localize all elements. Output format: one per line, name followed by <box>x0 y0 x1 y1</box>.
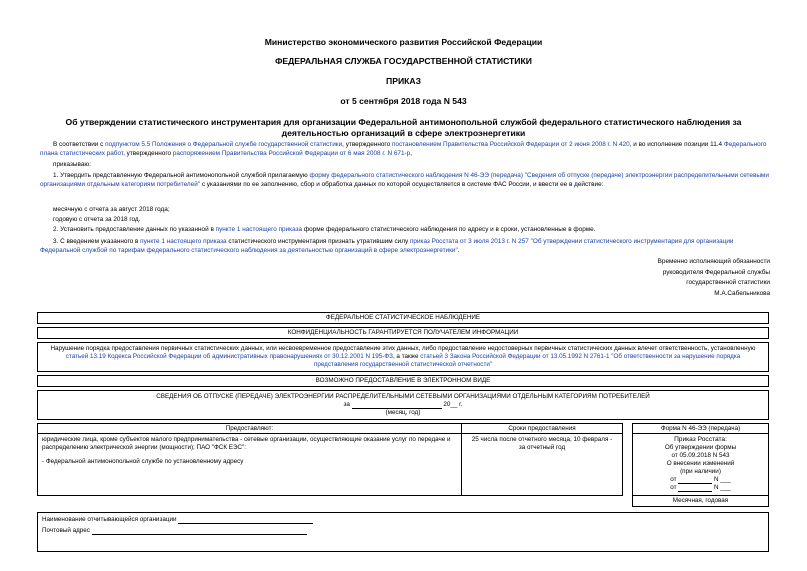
paragraph-item-1: 1. Утвердить представленную Федеральной антимонопольной службой прилагаемую форму федерального статистического наблюдения N 46-ЭЭ (передача) "Сведения об отпуске (передаче) электроэнергии распределительными сетевыми организациями отдельным категориям потребителей" с указаниями по ее заполнению, сбор и обработка данных по которой осуществляется в системе ФАС России, и ввести ее в действие: <box>40 172 769 188</box>
link-government-order[interactable]: распоряжением Правительства Российской Федерации от 6 мая 2008 г. N 671-р <box>172 149 411 157</box>
link-form-46-ee[interactable]: форму федерального статистического наблюдения N 46-ЭЭ (передача) "Сведения об отпуске (передаче) электроэнергии распределительными сетевыми организациями отдельным категориям потребителей" <box>40 172 769 188</box>
providers-cell: юридические лица, кроме субъектов малого предпринимательства - сетевые организации, осуществляющие оказание услуг по передаче и распределению электрической энергии (мощности); ПАО "ФСК ЕЭС": - Федеральной антимонопольной службе по установленному адресу <box>37 433 462 496</box>
org-name-field[interactable] <box>178 523 313 524</box>
document-type: ПРИКАЗ <box>386 76 421 86</box>
paragraph-item-3: 3. С введением указанного в пункте 1 настоящего приказа статистического инструментария признать утратившим силу приказ Росстата от 3 июля 2013 г. N 257 "Об утверждении статистического инструментария для организации Федеральной службой по тарифам федерального статистического наблюдения за деятельностью организаций в сфере электроэнергетики". <box>40 238 734 254</box>
deadline-cell: 25 числа после отчетного месяца, 10 февраля - за отчетный год <box>461 433 623 496</box>
organization-box <box>37 512 769 552</box>
paragraph-yearly: годовую с отчета за 2018 год. <box>53 216 141 223</box>
paragraph-order: приказываю: <box>53 161 91 168</box>
electronic-box: ВОЗМОЖНО ПРЕДОСТАВЛЕНИЕ В ЭЛЕКТРОННОМ ВИДЕ <box>37 375 769 387</box>
amendment-row-1: от N ___ <box>670 476 731 483</box>
link-rosstat-order-257[interactable]: приказ Росстата от 3 июля 2013 г. N 257 "Об утверждении статистического инструментария для организации Федеральной службой по тарифам федерального статистического наблюдения за деятельностью организаций в сфере электроэнергетики" <box>40 238 734 254</box>
col-providers-header: Предоставляют: <box>37 423 462 434</box>
warning-box: Нарушение порядка предоставления первичных статистических данных, или несвоевременное предоставление этих данных, либо предоставление недостоверных первичных статистических данных влечет ответственность, установленную статьей 13.19 Кодекса Российской Федерации об административных правонарушениях от 30.12.2001 N 195-ФЗ, а также статьей 3 Закона Российской Федерации от 13.05.1992 N 2761-1 "Об ответственности за нарушение порядка представления государственной статистической отчетности" <box>37 342 769 372</box>
signature-block: Временно исполняющий обязанности руководителя Федеральной службы государственной статистики М.А.Сабельникова <box>657 258 770 297</box>
link-koap-13-19[interactable]: статьей 13.19 Кодекса Российской Федерации об административных правонарушениях от 30.12.2001 N 195-ФЗ <box>65 353 393 360</box>
address-row: Почтовый адрес <box>42 527 764 535</box>
link-item-1-ref[interactable]: пункте 1 настоящего приказа <box>140 238 227 245</box>
periodicity-cell: Месячная, годовая <box>632 495 769 507</box>
col-form-header: Форма N 46-ЭЭ (передача) <box>632 423 769 434</box>
link-regulation[interactable]: подпунктом 5.5 Положения о Федеральной службе государственной статистики <box>105 141 343 148</box>
period-hint: (месяц, год) <box>385 409 421 416</box>
form-title: СВЕДЕНИЯ ОБ ОТПУСКЕ (ПЕРЕДАЧЕ) ЭЛЕКТРОЭНЕРГИИ РАСПРЕДЕЛИТЕЛЬНЫМИ СЕТЕВЫМИ ОРГАНИЗАЦИЯМИ ОТДЕЛЬНЫМ КАТЕГОРИЯМ ПОТРЕБИТЕЛЕЙ <box>156 393 650 400</box>
col-deadlines-header: Сроки предоставления <box>461 423 623 434</box>
service-name: ФЕДЕРАЛЬНАЯ СЛУЖБА ГОСУДАРСТВЕННОЙ СТАТИСТИКИ <box>275 56 532 66</box>
address-field[interactable] <box>92 534 307 535</box>
document-date: от 5 сентября 2018 года N 543 <box>340 96 467 106</box>
ministry-name: Министерство экономического развития Российской Федерации <box>264 37 543 47</box>
confidential-box: КОНФИДЕНЦИАЛЬНОСТЬ ГАРАНТИРУЕТСЯ ПОЛУЧАТЕЛЕМ ИНФОРМАЦИИ <box>37 327 769 339</box>
form-title-box <box>37 390 769 420</box>
link-law-2761-1[interactable]: статьей 3 Закона Российской Федерации от 13.05.1992 N 2761-1 "Об ответственности за нарушение порядка представления государственной статистической отчетности" <box>313 353 741 368</box>
link-statistical-plan[interactable]: Федерального плана статистических работ <box>40 141 767 157</box>
org-name-row: Наименование отчитывающейся организации <box>42 516 764 524</box>
form-period: за 20__ г. <box>343 401 463 408</box>
link-government-decree[interactable]: постановлением Правительства Российской Федерации от 2 июня 2008 г. N 420 <box>391 141 630 148</box>
amendment-date-2[interactable] <box>678 491 712 492</box>
paragraph-monthly: месячную с отчета за август 2018 года; <box>53 206 170 213</box>
paragraph-item-2: 2. Установить предоставление данных по указанной в пункте 1 настоящего приказа форме федерального статистического наблюдения по адресу и в сроки, установленные в форме. <box>53 226 596 233</box>
link-item-1[interactable]: пункте 1 настоящего приказа <box>215 226 303 233</box>
approval-cell: Приказ Росстата: Об утверждении формы от 05.09.2018 N 543 О внесении изменений (при наличии) от N ___ от N ___ <box>632 433 769 496</box>
paragraph-basis: В соответствии с подпунктом 5.5 Положения о Федеральной службе государственной статистики, утвержденного постановлением Правительства Российской Федерации от 2 июня 2008 г. N 420, и во исполнение позиции 11.4 Федерального плана статистических работ, утвержденного распоряжением Правительства Российской Федерации от 6 мая 2008 г. N 671-р, <box>40 141 767 157</box>
amendment-row-2: от N ___ <box>670 484 731 491</box>
document-title: Об утверждении статистического инструментария для организации Федеральной антимонопольной службой федерального статистического наблюдения за деятельностью организаций в сфере электроэнергетики <box>65 117 742 138</box>
observation-box: ФЕДЕРАЛЬНОЕ СТАТИСТИЧЕСКОЕ НАБЛЮДЕНИЕ <box>37 312 769 324</box>
